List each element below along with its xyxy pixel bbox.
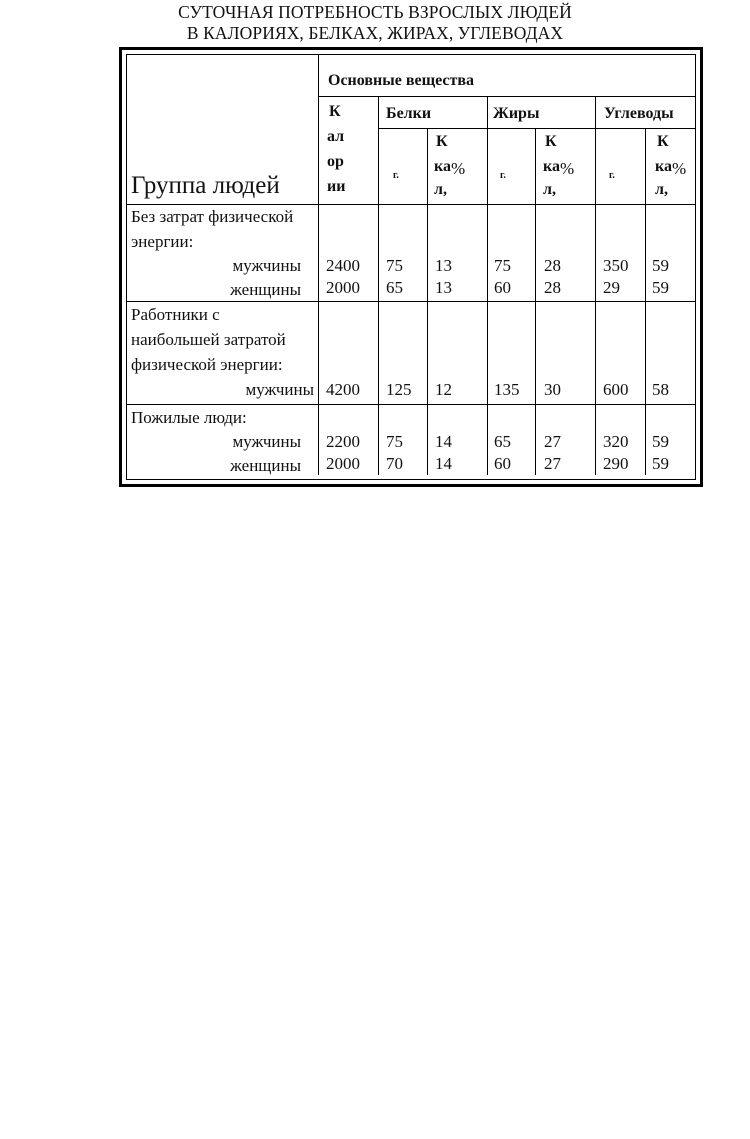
group-3-row-2-sex: женщины bbox=[230, 456, 301, 475]
group-1-label-line-2: энергии: bbox=[131, 232, 194, 251]
protein-kcal-3: л, bbox=[434, 181, 447, 198]
group-3-row-2-carb-pct: 59 bbox=[652, 454, 669, 473]
protein-percent: % bbox=[451, 159, 466, 178]
divider-kal bbox=[378, 96, 379, 475]
nutrition-table bbox=[126, 54, 696, 480]
divider-fat bbox=[595, 96, 596, 475]
group-1-row-1-calories: 2400 bbox=[326, 256, 360, 275]
group-2-row-1-protein-g: 125 bbox=[386, 380, 412, 399]
divider-main-header bbox=[318, 96, 695, 97]
group-3-label-line-1: Пожилые люди: bbox=[131, 408, 247, 427]
group-1-row-2-carb-pct: 59 bbox=[652, 278, 669, 297]
group-2-row-1-sex: мужчины bbox=[245, 380, 314, 399]
divider-group-2 bbox=[127, 404, 695, 405]
group-1-row-2-fat-pct: 28 bbox=[544, 278, 561, 297]
group-1-row-2-protein-g: 65 bbox=[386, 278, 403, 297]
group-2-row-1-fat-g: 135 bbox=[494, 380, 520, 399]
divider-protein bbox=[487, 96, 488, 475]
group-2-row-1-carb-pct: 58 bbox=[652, 380, 669, 399]
divider-group-1 bbox=[127, 301, 695, 302]
group-1-row-2-sex: женщины bbox=[230, 280, 301, 299]
group-3-row-2-fat-pct: 27 bbox=[544, 454, 561, 473]
group-2-row-1-carb-g: 600 bbox=[603, 380, 629, 399]
protein-kcal-2: ка bbox=[434, 158, 451, 175]
group-2-label-line-3: физической энергии: bbox=[131, 355, 283, 374]
fat-percent: % bbox=[560, 159, 575, 178]
group-3-row-1-fat-pct: 27 bbox=[544, 432, 561, 451]
divider-subheader bbox=[378, 128, 695, 129]
group-1-row-2-fat-g: 60 bbox=[494, 278, 511, 297]
group-1-row-1-fat-pct: 28 bbox=[544, 256, 561, 275]
header-proteins: Белки bbox=[386, 105, 432, 122]
carb-kcal-3: л, bbox=[655, 181, 668, 198]
group-1-row-1-fat-g: 75 bbox=[494, 256, 511, 275]
fat-kcal-3: л, bbox=[543, 181, 556, 198]
group-1-row-1-carb-g: 350 bbox=[603, 256, 629, 275]
group-3-row-2-protein-g: 70 bbox=[386, 454, 403, 473]
group-1-row-1-protein-g: 75 bbox=[386, 256, 403, 275]
group-3-row-1-sex: мужчины bbox=[232, 432, 301, 451]
title-line-1: СУТОЧНАЯ ПОТРЕБНОСТЬ ВЗРОСЛЫХ ЛЮДЕЙ bbox=[178, 2, 572, 22]
header-group: Группа людей bbox=[131, 172, 280, 199]
header-kal-1: К bbox=[329, 103, 341, 120]
header-carbs: Углеводы bbox=[604, 105, 674, 122]
group-3-row-1-calories: 2200 bbox=[326, 432, 360, 451]
group-3-row-1-fat-g: 65 bbox=[494, 432, 511, 451]
fat-kcal-1: К bbox=[545, 133, 557, 150]
group-1-row-2-carb-g: 29 bbox=[603, 278, 620, 297]
group-1-row-1-carb-pct: 59 bbox=[652, 256, 669, 275]
carb-percent: % bbox=[672, 159, 687, 178]
group-3-row-1-carb-g: 320 bbox=[603, 432, 629, 451]
group-2-label-line-1: Работники с bbox=[131, 305, 220, 324]
carb-kcal-2: ка bbox=[655, 158, 672, 175]
header-kal-3: ор bbox=[327, 153, 344, 170]
header-fats: Жиры bbox=[493, 105, 540, 122]
protein-kcal-1: К bbox=[436, 133, 448, 150]
group-2-row-1-calories: 4200 bbox=[326, 380, 360, 399]
group-1-row-1-sex: мужчины bbox=[232, 256, 301, 275]
group-3-row-1-protein-g: 75 bbox=[386, 432, 403, 451]
group-2-row-1-fat-pct: 30 bbox=[544, 380, 561, 399]
header-kal-2: ал bbox=[327, 128, 345, 145]
document-title bbox=[0, 2, 750, 44]
header-main: Основные вещества bbox=[328, 72, 474, 89]
protein-g-mark: г. bbox=[393, 170, 399, 181]
divider-header-bottom bbox=[127, 204, 695, 205]
group-3-row-2-carb-g: 290 bbox=[603, 454, 629, 473]
group-3-row-2-protein-pct: 14 bbox=[435, 454, 452, 473]
divider-group bbox=[318, 55, 319, 475]
group-2-row-1-protein-pct: 12 bbox=[435, 380, 452, 399]
group-3-row-2-fat-g: 60 bbox=[494, 454, 511, 473]
group-1-label-line-1: Без затрат физической bbox=[131, 207, 294, 226]
group-1-row-2-calories: 2000 bbox=[326, 278, 360, 297]
title-line-2: В КАЛОРИЯХ, БЕЛКАХ, ЖИРАХ, УГЛЕВОДАХ bbox=[186, 23, 564, 43]
group-3-row-1-protein-pct: 14 bbox=[435, 432, 452, 451]
group-2-label-line-2: наибольшей затратой bbox=[131, 330, 286, 349]
group-3-row-2-calories: 2000 bbox=[326, 454, 360, 473]
nutrition-table-frame bbox=[119, 47, 703, 487]
fat-g-mark: г. bbox=[500, 170, 506, 181]
group-1-row-2-protein-pct: 13 bbox=[435, 278, 452, 297]
group-3-row-1-carb-pct: 59 bbox=[652, 432, 669, 451]
fat-kcal-2: ка bbox=[543, 158, 560, 175]
carb-kcal-1: К bbox=[657, 133, 669, 150]
carb-g-mark: г. bbox=[609, 170, 615, 181]
header-kal-4: ии bbox=[327, 178, 346, 195]
group-1-row-1-protein-pct: 13 bbox=[435, 256, 452, 275]
